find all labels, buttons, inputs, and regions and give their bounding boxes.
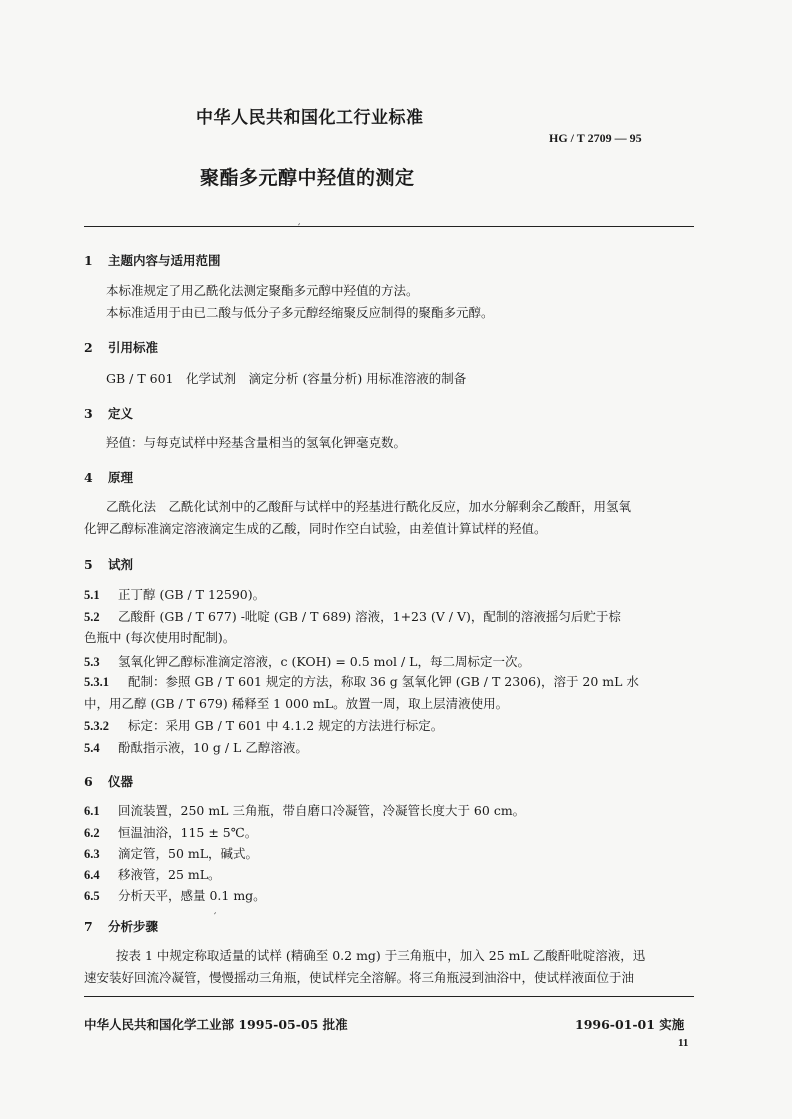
list-item <box>84 672 639 690</box>
section-number: 4 <box>84 470 93 485</box>
item-text: 中，用乙醇 (GB / T 679) 稀释至 1 000 mL。放置一周，取上层清液使用。 <box>84 696 509 711</box>
org-title: 中华人民共和国化工行业标准 <box>196 108 424 128</box>
header-divider <box>84 226 694 227</box>
list-item <box>84 652 530 670</box>
item-number: 5.2 <box>84 610 100 624</box>
list-item <box>84 716 443 734</box>
section-number: 5 <box>84 557 93 572</box>
section-7-paragraph-1: 按表 1 中规定称取适量的试样 (精确至 0.2 mg) 于三角瓶中，加入 25 mL 乙酸酐吡啶溶液，迅 <box>116 948 646 963</box>
item-text: 标定：采用 GB / T 601 中 4.1.2 规定的方法进行标定。 <box>128 718 444 733</box>
item-number: 6.2 <box>84 826 100 840</box>
item-text: 酚酞指示液，10 g / L 乙醇溶液。 <box>118 740 308 755</box>
document-title: 聚酯多元醇中羟值的测定 <box>200 167 415 189</box>
item-text: 色瓶中 (每次使用时配制)。 <box>84 630 236 645</box>
section-3-paragraph-1: 羟值：与每克试样中羟基含量相当的氢氧化钾毫克数。 <box>106 435 407 450</box>
item-number: 6.3 <box>84 847 100 861</box>
item-text: 配制：参照 GB / T 601 规定的方法，称取 36 g 氢氧化钾 (GB / T 2306)，溶于 20 mL 水 <box>128 674 639 689</box>
item-number: 5.3.2 <box>84 719 109 733</box>
item-number: 6.5 <box>84 889 100 903</box>
section-2-heading <box>84 338 158 356</box>
section-1-paragraph-2: 本标准适用于由已二酸与低分子多元醇经缩聚反应制得的聚酯多元醇。 <box>106 305 494 320</box>
issuer-approval: 中华人民共和国化学工业部 1995-05-05 批准 <box>84 1017 348 1032</box>
section-title: 分析步骤 <box>108 919 159 934</box>
item-number: 6.1 <box>84 804 100 818</box>
footer-divider <box>84 996 694 997</box>
list-item <box>84 607 621 625</box>
list-item <box>84 585 265 603</box>
list-item-continuation <box>84 628 235 646</box>
item-number: 6.4 <box>84 868 100 882</box>
item-text: 乙酸酐 (GB / T 677) -吡啶 (GB / T 689) 溶液，1+23 (V / V)，配制的溶液摇匀后贮于棕 <box>118 609 621 624</box>
section-7-paragraph-2: 速安装好回流冷凝管，慢慢摇动三角瓶，使试样完全溶解。将三角瓶浸到油浴中，使试样液面位于油 <box>84 970 635 985</box>
item-number: 5.3 <box>84 655 100 669</box>
section-number: 3 <box>84 406 93 421</box>
scan-mark: ′ <box>298 223 301 234</box>
list-item <box>84 886 266 904</box>
section-4-paragraph-1: 乙酰化法 乙酰化试剂中的乙酸酐与试样中的羟基进行酰化反应，加水分解剩余乙酸酐，用氢氧 <box>106 499 632 514</box>
section-title: 引用标准 <box>108 340 159 355</box>
section-number: 6 <box>84 774 93 789</box>
scan-mark: ′ <box>214 912 217 923</box>
section-1-heading <box>84 251 221 269</box>
item-number: 5.1 <box>84 588 100 602</box>
section-title: 仪器 <box>108 774 134 789</box>
page-number: 11 <box>678 1037 689 1049</box>
item-text: 恒温油浴，115 ± 5℃。 <box>118 825 258 840</box>
list-item <box>84 738 308 756</box>
section-7-heading <box>84 917 158 935</box>
section-6-heading <box>84 772 133 790</box>
section-5-heading <box>84 555 133 573</box>
section-4-paragraph-2: 化钾乙醇标准滴定溶液滴定生成的乙酸，同时作空白试验，由差值计算试样的羟值。 <box>84 521 547 536</box>
section-2-paragraph-1: GB / T 601 化学试剂 滴定分析 (容量分析) 用标准溶液的制备 <box>106 371 467 386</box>
item-text: 氢氧化钾乙醇标准滴定溶液，c (KOH) = 0.5 mol / L，每二周标定一次。 <box>118 654 530 669</box>
standard-code: HG / T 2709 — 95 <box>549 131 642 145</box>
section-title: 主题内容与适用范围 <box>108 253 221 268</box>
item-text: 正丁醇 (GB / T 12590)。 <box>118 587 266 602</box>
item-number: 5.3.1 <box>84 675 109 689</box>
section-title: 定义 <box>108 406 134 421</box>
section-1-paragraph-1: 本标准规定了用乙酰化法测定聚酯多元醇中羟值的方法。 <box>106 283 419 298</box>
list-item <box>84 865 221 883</box>
section-4-heading <box>84 468 133 486</box>
section-title: 试剂 <box>108 557 134 572</box>
section-number: 2 <box>84 340 93 355</box>
item-text: 滴定管，50 mL，碱式。 <box>118 846 259 861</box>
list-item <box>84 823 257 841</box>
item-text: 移液管，25 mL。 <box>118 867 221 882</box>
item-text: 分析天平，感量 0.1 mg。 <box>118 888 266 903</box>
list-item <box>84 801 525 819</box>
item-number: 5.4 <box>84 741 100 755</box>
effective-date: 1996-01-01 实施 <box>575 1017 685 1032</box>
item-text: 回流装置，250 mL 三角瓶，带自磨口冷凝管，冷凝管长度大于 60 cm。 <box>118 803 526 818</box>
list-item <box>84 844 258 862</box>
section-3-heading <box>84 404 133 422</box>
list-item-continuation <box>84 694 508 712</box>
section-number: 1 <box>84 253 93 268</box>
section-number: 7 <box>84 919 93 934</box>
section-title: 原理 <box>108 470 134 485</box>
